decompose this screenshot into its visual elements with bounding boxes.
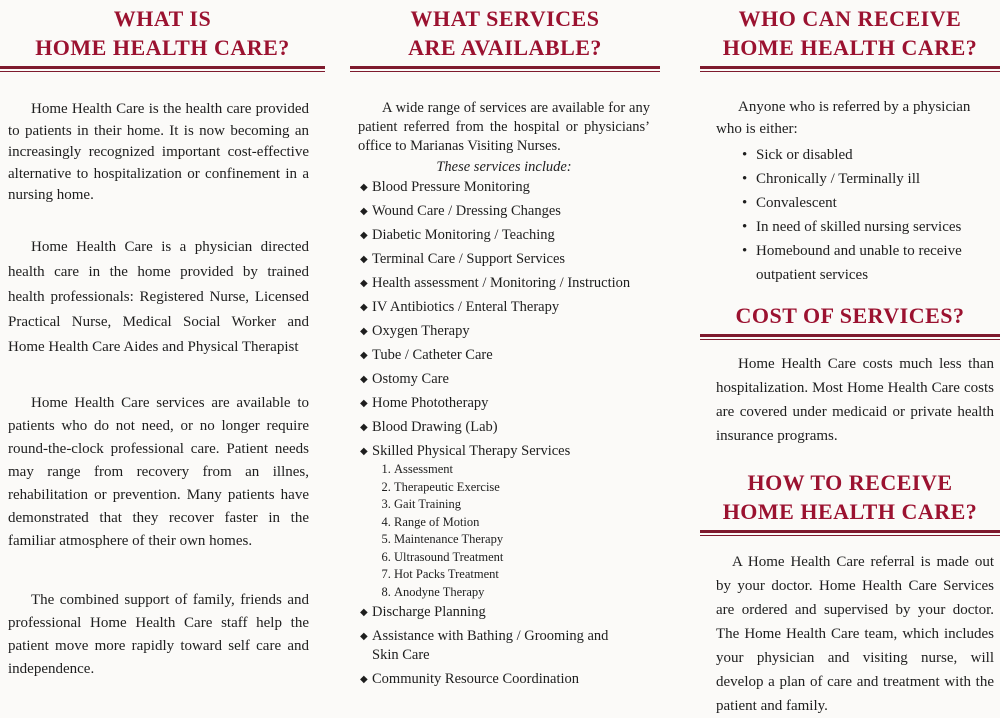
- services-heading: [350, 4, 660, 62]
- bullet-icon: •: [742, 219, 748, 235]
- cost-text: Home Health Care costs much less than hospitalization. Most Home Health Care costs are covered under medicaid or private health insurance programs.: [716, 356, 994, 444]
- diamond-bullet-icon: ◆: [360, 674, 368, 685]
- bullet-icon: •: [742, 147, 748, 163]
- diamond-bullet-icon: ◆: [360, 374, 368, 385]
- list-item: ◆ Blood Drawing (Lab): [360, 419, 498, 435]
- bullet-icon: •: [742, 243, 748, 259]
- list-item: • In need of skilled nursing services: [742, 215, 996, 239]
- list-item: ◆ Community Resource Coordination: [360, 671, 580, 687]
- heading-line: HOME HEALTH CARE?: [722, 499, 978, 524]
- column-eligibility: [700, 0, 1000, 718]
- heading-line: HOME HEALTH CARE?: [722, 35, 978, 60]
- diamond-bullet-icon: ◆: [360, 607, 368, 618]
- list-item: 3. Gait Training: [394, 496, 650, 514]
- list-item: 5. Maintenance Therapy: [394, 531, 650, 549]
- list-item: 7. Hot Packs Treatment: [394, 566, 650, 584]
- paragraph: Home Health Care is a physician directed health care in the home provided by trained health professionals: Registered Nurse, Licensed Practical Nurse, Medical Social Worker and Home Health Care Aides and Physical Therapist: [8, 238, 309, 355]
- diamond-bullet-icon: ◆: [360, 182, 368, 193]
- list-item: ◆ Skilled Physical Therapy Services 1. Assessment 2. Therapeutic Exercise 3. Gait Training 4. Range of Motion 5. Maintenance Therapy 6. Ultrasound Treatment 7. Hot Packs Treatment 8. Anodyne Therapy: [358, 442, 650, 601]
- services-label: These services include:: [436, 159, 572, 175]
- diamond-bullet-icon: ◆: [360, 350, 368, 361]
- diamond-bullet-icon: ◆: [360, 254, 368, 265]
- who-can-receive-heading: [700, 4, 1000, 62]
- bullet-icon: •: [742, 171, 748, 187]
- how-to-receive-heading: [700, 468, 1000, 526]
- list-item: ◆ Tube / Catheter Care: [360, 347, 493, 363]
- paragraph: Home Health Care is the health care provided to patients in their home. It is now becoming an increasingly recognized important cost-effective alternative to hospitalization or confinement in a nursing home.: [8, 101, 309, 203]
- list-item: ◆ Blood Pressure Monitoring: [360, 179, 530, 195]
- list-item: ◆ Oxygen Therapy: [360, 323, 470, 339]
- heading-line: HOME HEALTH CARE?: [35, 35, 290, 60]
- paragraph: Home Health Care services are available to patients who do not need, or no longer require round-the-clock professional care. Patient needs may range from recovery from an illnes, rehabilitation or prevention. Many patients have demonstrated that they recover faster in the familiar atmosphere of their own homes.: [8, 394, 309, 549]
- list-item: ◆ Discharge Planning: [360, 604, 486, 620]
- diamond-bullet-icon: ◆: [360, 422, 368, 433]
- pt-services-list: [372, 461, 650, 601]
- list-item: 4. Range of Motion: [394, 514, 650, 532]
- diamond-bullet-icon: ◆: [360, 278, 368, 289]
- heading-line: ARE AVAILABLE?: [408, 35, 602, 60]
- list-item: 2. Therapeutic Exercise: [394, 479, 650, 497]
- list-item: • Sick or disabled: [742, 143, 996, 167]
- diamond-bullet-icon: ◆: [360, 206, 368, 217]
- what-is-heading: [0, 4, 325, 62]
- diamond-bullet-icon: ◆: [360, 230, 368, 241]
- list-item: • Homebound and unable to receive outpatient services: [742, 239, 996, 287]
- list-item: ◆ Health assessment / Monitoring / Instruction: [360, 275, 631, 291]
- list-item: ◆ Terminal Care / Support Services: [360, 251, 566, 267]
- diamond-bullet-icon: ◆: [360, 446, 368, 457]
- list-item: ◆ Assistance with Bathing / Grooming and Skin Care: [360, 628, 609, 663]
- eligibility-intro: Anyone who is referred by a physician who is either:: [716, 99, 971, 137]
- eligibility-list: [700, 143, 1000, 287]
- list-item: 6. Ultrasound Treatment: [394, 549, 650, 567]
- diamond-bullet-icon: ◆: [360, 302, 368, 313]
- heading-line: HOW TO RECEIVE: [747, 470, 953, 495]
- list-item: ◆ Wound Care / Dressing Changes: [360, 203, 561, 219]
- paragraph: The combined support of family, friends and professional Home Health Care staff help the patient move more rapidly toward self care and independence.: [8, 591, 309, 677]
- how-text: A Home Health Care referral is made out by your doctor. Home Health Care Services are ordered and supervised by your doctor. The Home Health Care team, which includes your physician and visiting nurse, will develop a plan of care and treatment with the patient and family.: [716, 554, 994, 714]
- column-services: [350, 0, 660, 694]
- services-list: [358, 178, 650, 689]
- list-item: ◆ Ostomy Care: [360, 371, 449, 387]
- column-what-is: [0, 0, 325, 681]
- diamond-bullet-icon: ◆: [360, 631, 368, 642]
- diamond-bullet-icon: ◆: [360, 398, 368, 409]
- heading-line: WHAT SERVICES: [410, 6, 600, 31]
- services-intro: A wide range of services are available for any patient referred from the hospital or physicians’ office to Marianas Visiting Nurses.: [358, 100, 650, 154]
- cost-heading: COST OF SERVICES?: [735, 303, 965, 328]
- list-item: • Chronically / Terminally ill: [742, 167, 996, 191]
- diamond-bullet-icon: ◆: [360, 326, 368, 337]
- heading-line: WHAT IS: [113, 6, 212, 31]
- list-item: • Convalescent: [742, 191, 996, 215]
- list-item: 1. Assessment: [394, 461, 650, 479]
- list-item: 8. Anodyne Therapy: [394, 584, 650, 602]
- list-item: ◆ Diabetic Monitoring / Teaching: [360, 227, 555, 243]
- heading-line: WHO CAN RECEIVE: [738, 6, 962, 31]
- list-item: ◆ Home Phototherapy: [360, 395, 489, 411]
- list-item: ◆ IV Antibiotics / Enteral Therapy: [360, 299, 560, 315]
- bullet-icon: •: [742, 195, 748, 211]
